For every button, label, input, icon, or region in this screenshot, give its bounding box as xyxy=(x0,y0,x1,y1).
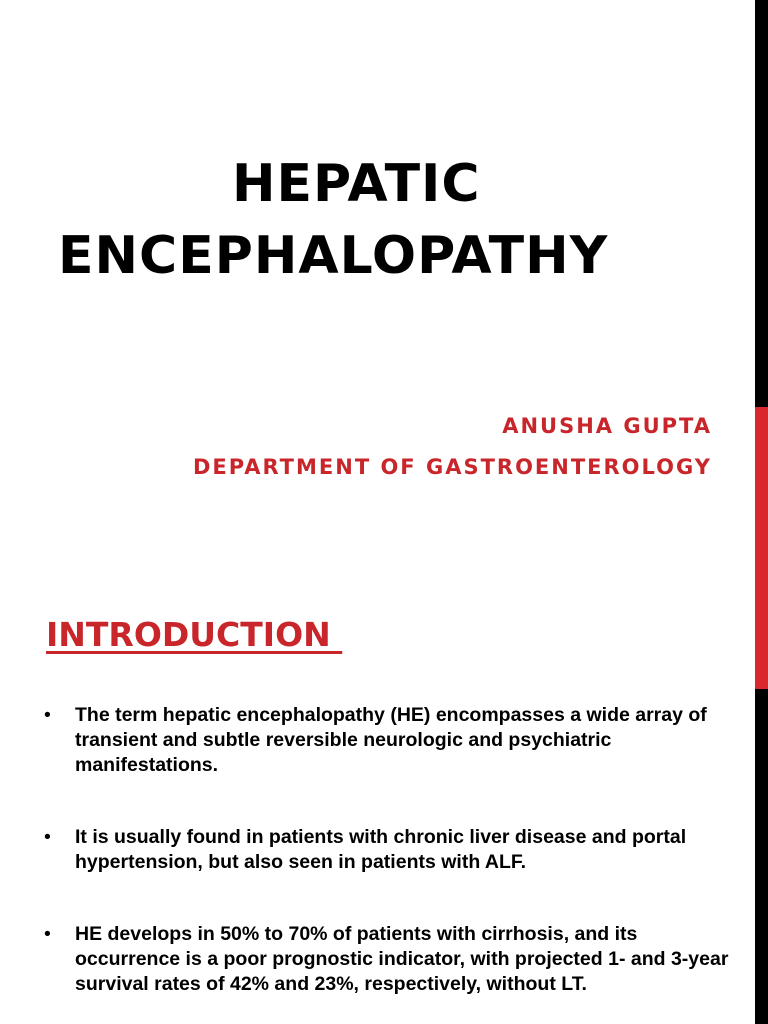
edge-bar-black-bottom xyxy=(755,689,768,1024)
bullet-icon: • xyxy=(44,826,51,848)
list-item xyxy=(44,825,734,875)
slide-title-line-2: ENCEPHALOPATHY xyxy=(58,226,609,286)
slide-title-line-1: HEPATIC xyxy=(232,154,481,214)
department-name: DEPARTMENT OF GASTROENTEROLOGY xyxy=(192,455,712,479)
author-name: ANUSHA GUPTA xyxy=(502,414,712,438)
bullet-text: HE develops in 50% to 70% of patients with cirrhosis, and its occurrence is a poor prognostic indicator, with projected 1- and 3-year survival rates of 42% and 23%, respectively, without LT. xyxy=(75,923,729,995)
list-item xyxy=(44,703,734,778)
bullet-icon: • xyxy=(44,923,51,945)
edge-bar-black-top xyxy=(755,0,768,407)
slide-title xyxy=(0,148,715,292)
bullet-text: It is usually found in patients with chronic liver disease and portal hypertension, but also seen in patients with ALF. xyxy=(75,826,687,873)
bullet-text: The term hepatic encephalopathy (HE) encompasses a wide array of transient and subtle reversible neurologic and psychiatric manifestations. xyxy=(75,704,707,776)
bullet-icon: • xyxy=(44,704,51,726)
list-item xyxy=(44,922,734,997)
introduction-bullet-list xyxy=(44,703,734,997)
edge-bar-red xyxy=(755,407,768,689)
slide-subtitle xyxy=(193,406,712,488)
introduction-heading: INTRODUCTION xyxy=(46,615,343,654)
